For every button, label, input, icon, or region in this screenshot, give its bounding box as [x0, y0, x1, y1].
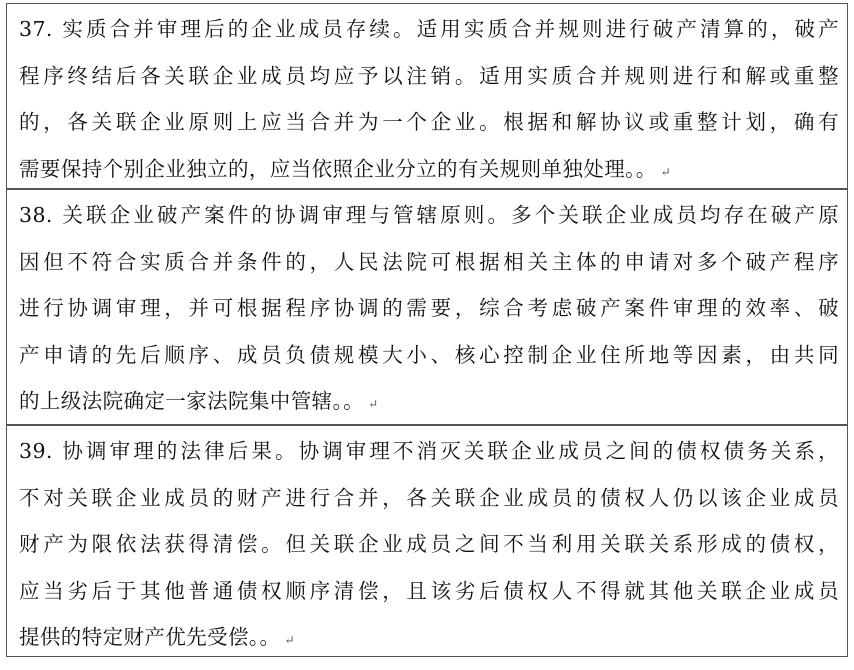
document-table [6, 3, 848, 657]
text-line: 不对关联企业成员的财产进行合并，各关联企业成员的债权人仍以该企业成员 [19, 485, 839, 510]
text-line-last [19, 378, 839, 425]
text-line: 应当劣后于其他普通债权顺序清偿，且该劣后债权人不得就其他关联企业成员 [19, 578, 839, 603]
text-line: 财产为限依法获得清偿。但关联企业成员之间不当利用关联关系形成的债权， [19, 532, 839, 556]
text-line-last [19, 614, 839, 661]
article-37-cell [6, 3, 848, 189]
text-line-content: 提供的特定财产优先受偿。。 [19, 625, 281, 649]
text-line-last [19, 146, 839, 193]
text-line: 因但不符合实质合并条件的，人民法院可根据相关主体的申请对多个破产程序 [19, 249, 839, 274]
text-line: 39. 协调审理的法律后果。协调审理不消灭关联企业成员之间的债权债务关系， [19, 439, 839, 463]
text-line: 的，各关联企业原则上应当合并为一个企业。根据和解协议或重整计划，确有 [19, 110, 839, 134]
text-line-content: 的上级法院确定一家法院集中管辖。。 [19, 389, 365, 413]
article-39-cell [6, 425, 848, 657]
text-line: 程序终结后各关联企业成员均应予以注销。适用实质合并规则进行和解或重整 [19, 63, 839, 88]
paragraph-mark-icon: ↵ [284, 633, 295, 647]
paragraph-mark-icon: ↵ [368, 397, 379, 411]
text-line: 产申请的先后顺序、成员负债规模大小、核心控制企业住所地等因素，由共同 [19, 342, 839, 367]
paragraph-mark-icon: ↵ [660, 164, 672, 179]
text-line: 37. 实质合并审理后的企业成员存续。适用实质合并规则进行破产清算的，破产 [19, 17, 839, 41]
text-line: 38. 关联企业破产案件的协调审理与管辖原则。多个关联企业成员均存在破产原 [19, 203, 839, 227]
article-38-cell [6, 189, 848, 425]
text-line-content: 需要保持个别企业独立的，应当依照企业分立的有关规则单独处理。。 [19, 156, 657, 181]
text-line: 进行协调审理，并可根据程序协调的需要，综合考虑破产案件审理的效率、破 [19, 296, 839, 320]
